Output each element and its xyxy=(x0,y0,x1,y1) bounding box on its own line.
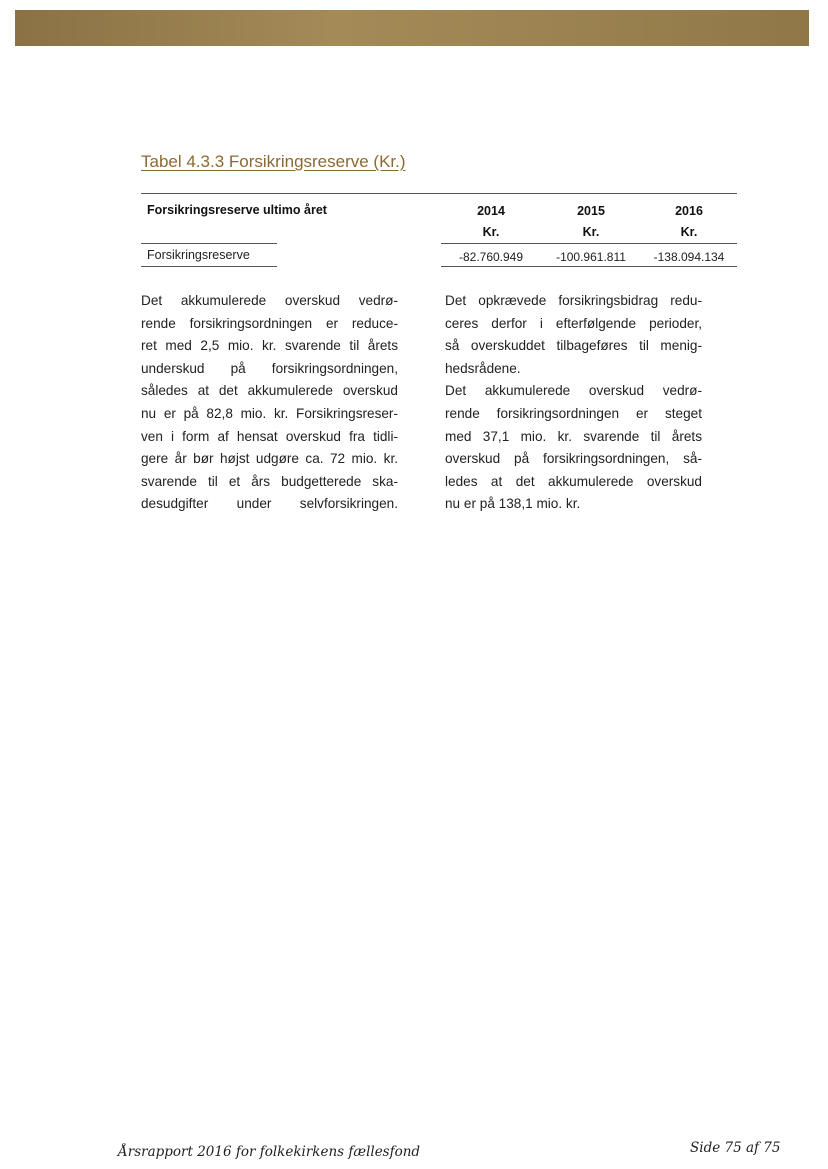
unit-2014-header: Kr. xyxy=(482,225,500,239)
table-rule-mid-values xyxy=(441,243,737,244)
unit-2016-header: Kr. xyxy=(680,225,698,239)
row-label-forsikringsreserve: Forsikringsreserve xyxy=(147,248,250,262)
body-left-line: Det akkumulerede overskud vedrø- xyxy=(141,293,398,308)
year-2016-header: 2016 xyxy=(675,204,703,218)
table-rule-top xyxy=(141,193,737,194)
body-left-line: nu er på 82,8 mio. kr. Forsikringsreser- xyxy=(141,405,398,421)
table-title: Tabel 4.3.3 Forsikringsreserve (Kr.) xyxy=(141,152,406,171)
body-right-column xyxy=(445,290,702,516)
unit-2015-header: Kr. xyxy=(582,225,600,239)
value-2015: -100.961.811 xyxy=(556,250,626,264)
body-right-line: ledes at det akkumulerede overskud xyxy=(445,473,702,489)
body-left-line: ven i form af hensat overskud fra tidli- xyxy=(141,428,398,444)
value-2016: -138.094.134 xyxy=(653,250,725,264)
table-rule-mid-label xyxy=(141,243,277,244)
body-left-line: ret med 2,5 mio. kr. svarende til årets xyxy=(141,338,398,354)
body-left-line: rende forsikringsordningen er reduce- xyxy=(141,315,398,331)
body-left-line: desudgifter under selvforsikringen. xyxy=(141,496,398,512)
body-right-line: med 37,1 mio. kr. svarende til årets xyxy=(445,428,702,444)
footer-report-title: Årsrapport 2016 for folkekirkens fællesfond xyxy=(118,1144,421,1160)
body-left-line: underskud på forsikringsordningen, xyxy=(141,360,398,376)
body-right-line: så overskuddet tilbageføres til menig- xyxy=(445,338,702,354)
body-right-line: rende forsikringsordningen er steget xyxy=(445,405,702,421)
table-rule-bottom-values xyxy=(441,266,737,267)
body-left-column xyxy=(141,290,398,516)
value-2014: -82.760.949 xyxy=(458,250,524,264)
year-2015-header: 2015 xyxy=(577,204,605,218)
body-right-line: hedsrådene. xyxy=(445,360,521,376)
body-left-line: svarende til et års budgetterede ska- xyxy=(141,473,398,489)
header-band xyxy=(15,10,809,46)
body-left-line: således at det akkumulerede overskud xyxy=(141,383,398,399)
table-rule-bottom-label xyxy=(141,266,277,267)
body-left-line: gere år bør højst udgøre ca. 72 mio. kr. xyxy=(141,451,398,467)
footer-page-number: Side 75 af 75 xyxy=(690,1140,781,1156)
body-right-line: Det akkumulerede overskud vedrø- xyxy=(445,383,702,399)
body-right-line: ceres derfor i efterfølgende perioder, xyxy=(445,315,702,331)
body-right-line: nu er på 138,1 mio. kr. xyxy=(445,496,581,512)
year-2014-header: 2014 xyxy=(477,204,505,218)
body-right-line: overskud på forsikringsordningen, så- xyxy=(445,451,702,467)
body-right-line: Det opkrævede forsikringsbidrag redu- xyxy=(445,293,702,308)
table-header-label: Forsikringsreserve ultimo året xyxy=(147,203,327,217)
